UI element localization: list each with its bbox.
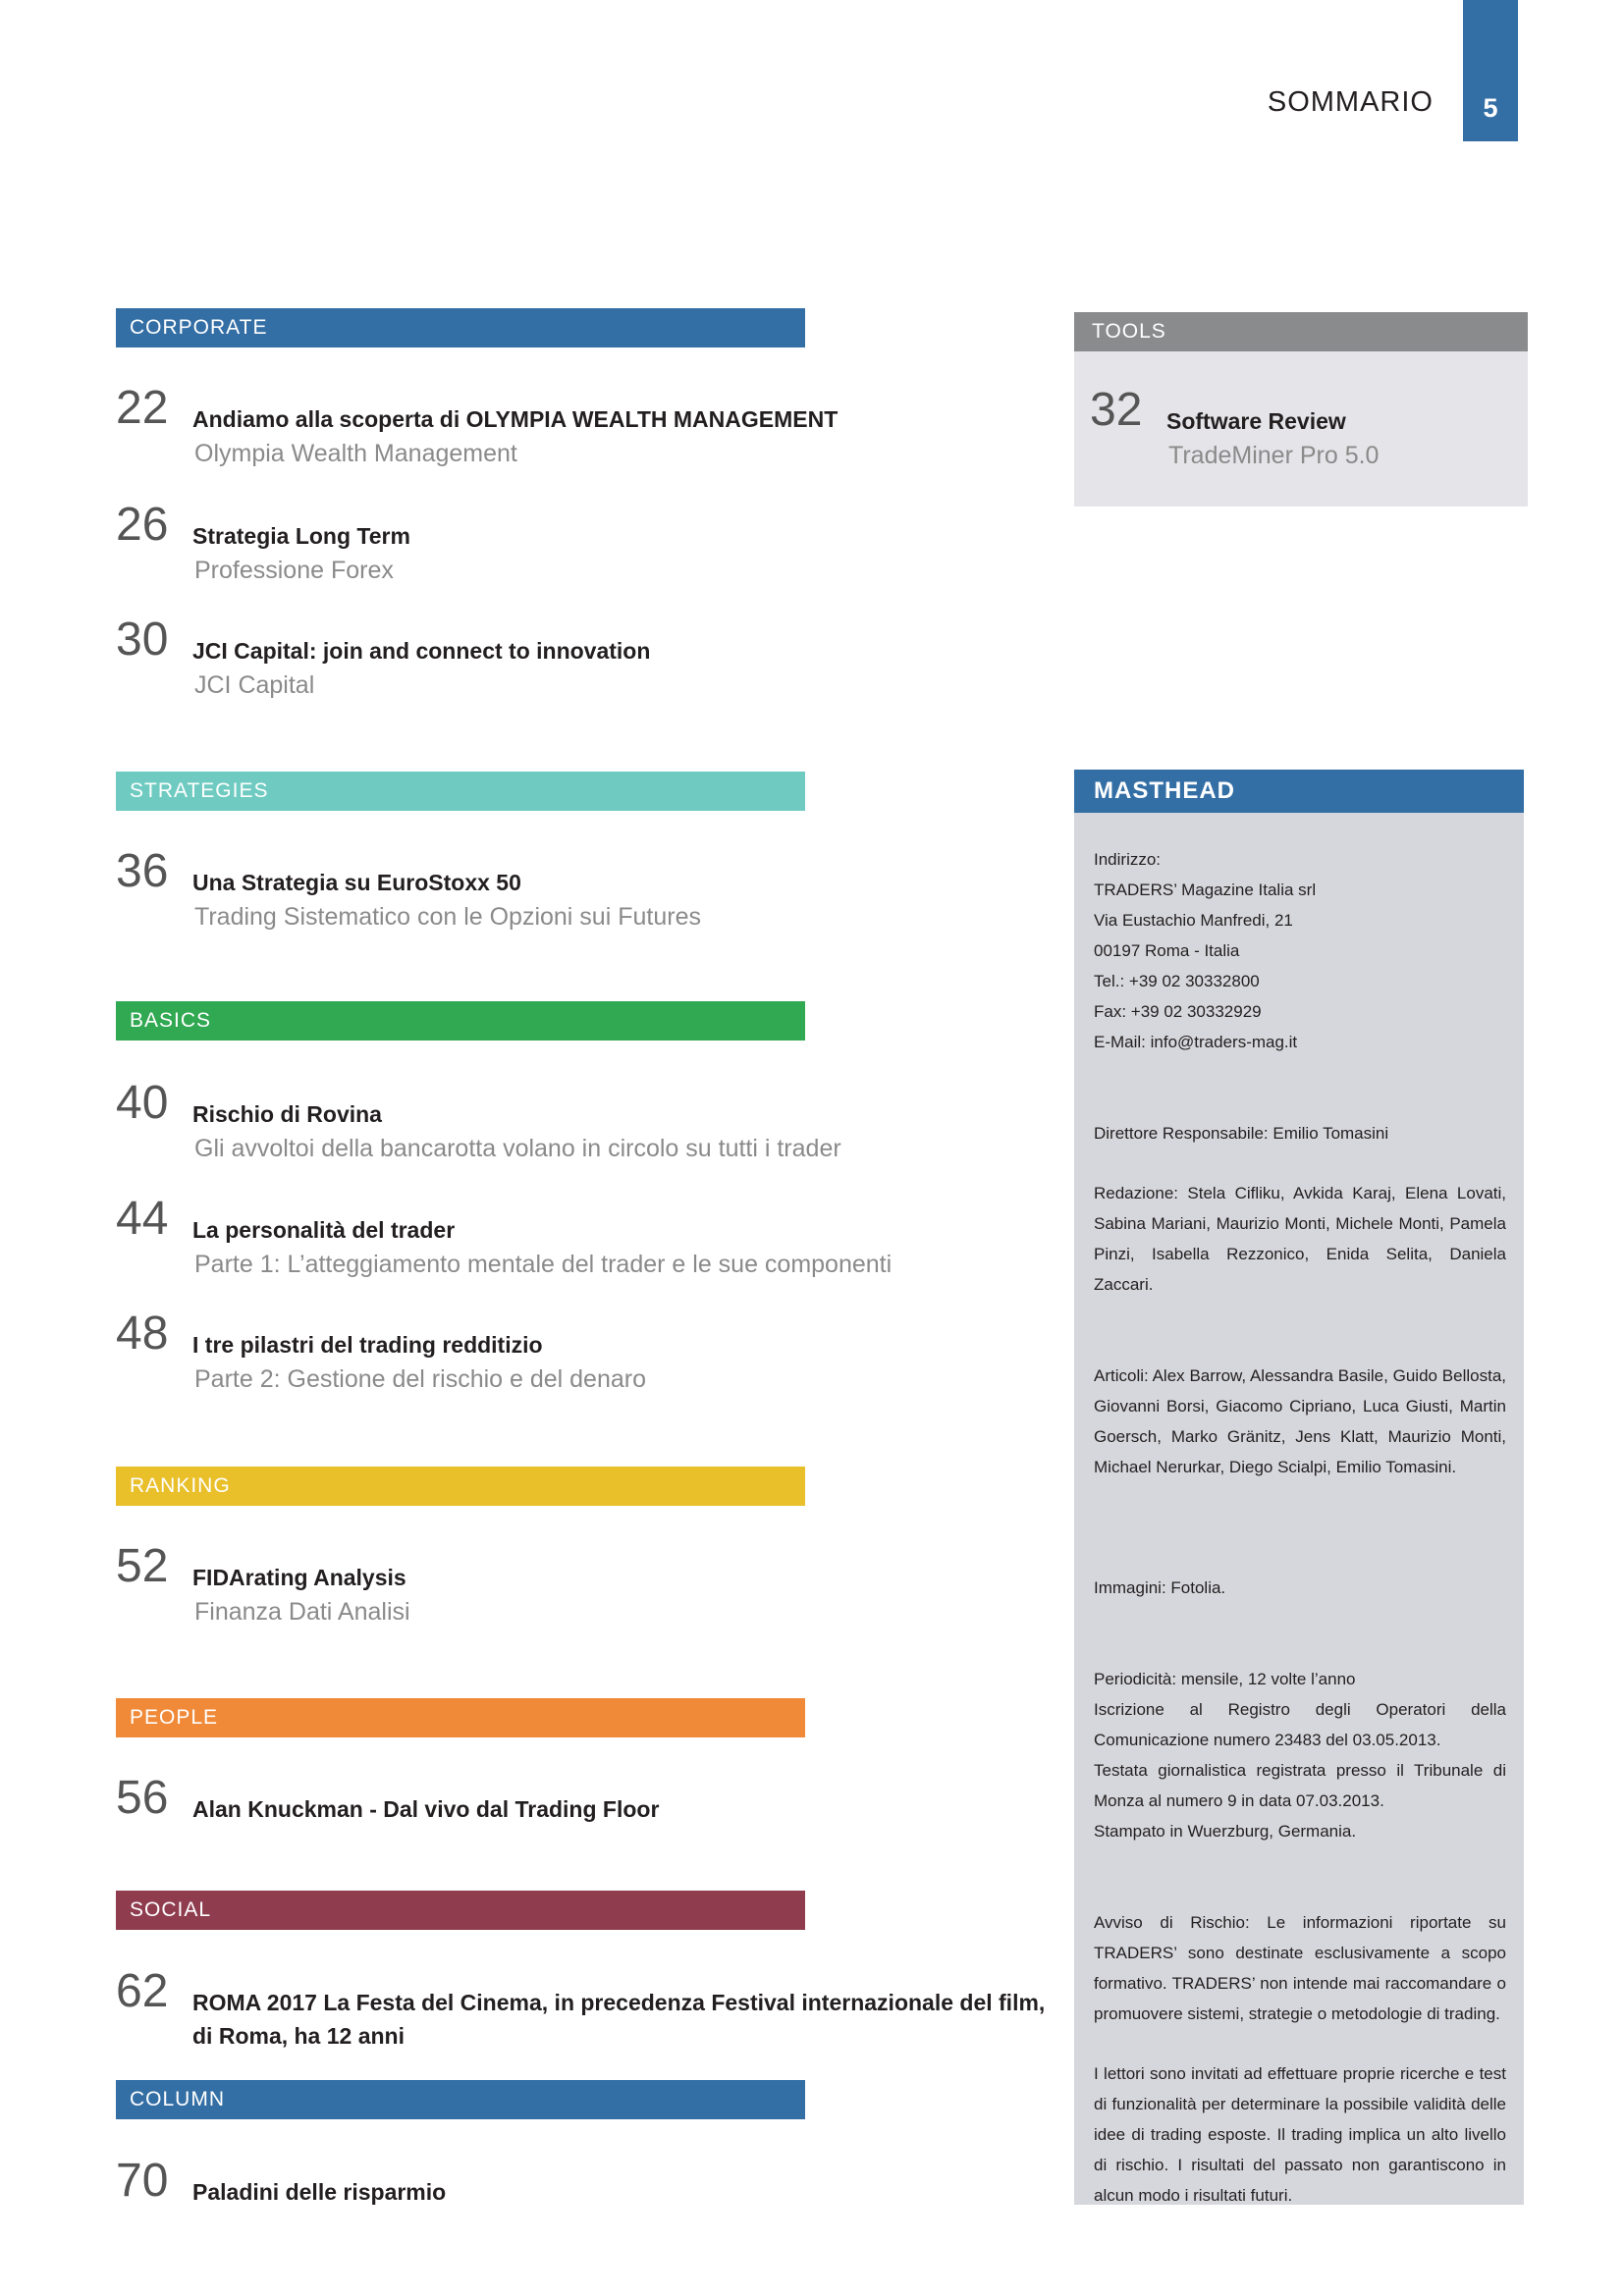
entry-title: Una Strategia su EuroStoxx 50 (192, 870, 521, 895)
entry-title: Rischio di Rovina (192, 1101, 382, 1127)
section-band-people (116, 1698, 805, 1737)
entry-title: FIDArating Analysis (192, 1565, 406, 1590)
entry-page-number: 56 (116, 1772, 169, 1824)
section-band-corporate (116, 308, 805, 347)
masthead-header (1074, 770, 1524, 813)
address-company: TRADERS’ Magazine Italia srl (1094, 881, 1317, 899)
direttore-text: Direttore Responsabile: Emilio Tomasini (1094, 1124, 1389, 1143)
entry-subtitle: Trading Sistematico con le Opzioni sui Futures (194, 903, 701, 931)
section-label: SOCIAL (130, 1898, 212, 1921)
entry-page-number: 26 (116, 499, 169, 551)
page-title: SOMMARIO (1267, 86, 1434, 118)
entry-title: Alan Knuckman - Dal vivo dal Trading Floor (192, 1796, 660, 1822)
redazione-text: Redazione: Stela Cifliku, Avkida Karaj, Elena Lovati, Sabina Mariani, Maurizio Monti, Michele Monti, Pamela Pinzi, Isabella Rezzonico, Enida Selita, Daniela Zaccari. (1094, 1184, 1506, 1294)
iscrizione-text: Iscrizione al Registro degli Operatori della Comunicazione numero 23483 del 03.05.2013. (1094, 1700, 1506, 1749)
entry-subtitle: Parte 2: Gestione del rischio e del denaro (194, 1365, 646, 1393)
entry-page-number: 48 (116, 1308, 169, 1360)
entry-subtitle: TradeMiner Pro 5.0 (1168, 442, 1380, 469)
address-label: Indirizzo: (1094, 850, 1162, 869)
testata-text: Testata giornalistica registrata presso il Tribunale di Monza al numero 9 in data 07.03.2013. (1094, 1761, 1506, 1810)
address-email[interactable]: E-Mail: info@traders-mag.it (1094, 1033, 1298, 1051)
entry-page-number: 40 (116, 1077, 169, 1129)
lettori-text: I lettori sono invitati ad effettuare proprie ricerche e test di funzionalità per determinare la possibile validità delle idee di trading esposte. Il trading implica un alto livello di rischio. I risultati del passato non garantiscono in alcun modo i risultati futuri. (1094, 2064, 1506, 2205)
page-number-tab (1463, 0, 1518, 141)
section-label: PEOPLE (130, 1706, 219, 1729)
entry-subtitle: Parte 1: L’atteggiamento mentale del trader e le sue componenti (194, 1251, 893, 1278)
stampato-text: Stampato in Wuerzburg, Germania. (1094, 1822, 1357, 1841)
entry-title: Andiamo alla scoperta di OLYMPIA WEALTH MANAGEMENT (192, 406, 839, 432)
address-city: 00197 Roma - Italia (1094, 941, 1240, 960)
address-fax: Fax: +39 02 30332929 (1094, 1002, 1262, 1021)
section-label: BASICS (130, 1009, 212, 1032)
section-label: CORPORATE (130, 316, 268, 339)
entry-title: Paladini delle risparmio (192, 2179, 447, 2205)
entry-title: Strategia Long Term (192, 523, 410, 549)
entry-title: Software Review (1166, 408, 1346, 434)
avviso-text: Avviso di Rischio: Le informazioni riportate su TRADERS’ sono destinate esclusivamente a scopo formativo. TRADERS’ non intende mai raccomandare o promuovere sistemi, strategie o metodologie di trading. (1094, 1913, 1506, 2023)
entry-page-number: 36 (116, 845, 169, 897)
masthead-label: MASTHEAD (1094, 777, 1235, 804)
periodicita-text: Periodicità: mensile, 12 volte l’anno (1094, 1670, 1356, 1688)
entry-page-number: 52 (116, 1540, 169, 1592)
address-street: Via Eustachio Manfredi, 21 (1094, 911, 1293, 930)
entry-title: I tre pilastri del trading redditizio (192, 1332, 543, 1358)
section-label: TOOLS (1092, 320, 1166, 343)
section-band-column (116, 2080, 805, 2119)
articoli-text: Articoli: Alex Barrow, Alessandra Basile, Guido Bellosta, Giovanni Borsi, Giacomo Cipriano, Luca Giusti, Martin Goersch, Marko Gränitz, Jens Klatt, Maurizio Monti, Michael Nerurkar, Diego Scialpi, Emilio Tomasini. (1094, 1366, 1506, 1476)
entry-page-number: 62 (116, 1965, 169, 2017)
entry-subtitle: JCI Capital (194, 671, 315, 699)
entry-subtitle: Gli avvoltoi della bancarotta volano in circolo su tutti i trader (194, 1135, 841, 1162)
masthead-panel (1074, 770, 1524, 2205)
page-number: 5 (1483, 93, 1498, 123)
entry-title (192, 1986, 1045, 2053)
entry-subtitle: Olympia Wealth Management (194, 440, 517, 467)
section-label: COLUMN (130, 2088, 226, 2110)
entry-title: JCI Capital: join and connect to innovation (192, 638, 651, 664)
tools-panel (1074, 312, 1528, 507)
address-tel: Tel.: +39 02 30332800 (1094, 972, 1260, 990)
entry-title: La personalità del trader (192, 1217, 456, 1243)
tools-header (1074, 312, 1528, 351)
entry-subtitle: Finanza Dati Analisi (194, 1598, 410, 1626)
section-band-ranking (116, 1467, 805, 1506)
entry-page-number: 32 (1090, 384, 1143, 436)
entry-page-number: 70 (116, 2155, 169, 2207)
entry-page-number: 44 (116, 1193, 169, 1245)
entry-page-number: 30 (116, 614, 169, 666)
section-band-strategies (116, 772, 805, 811)
immagini-text: Immagini: Fotolia. (1094, 1578, 1226, 1597)
section-label: RANKING (130, 1474, 231, 1497)
section-band-social (116, 1891, 805, 1930)
entry-title-line-2: di Roma, ha 12 anni (192, 2023, 405, 2049)
section-band-basics (116, 1001, 805, 1041)
entry-subtitle: Professione Forex (194, 557, 394, 584)
masthead-body (1094, 844, 1506, 2211)
entry-page-number: 22 (116, 382, 169, 434)
entry-title-line-1: ROMA 2017 La Festa del Cinema, in precedenza Festival internazionale del film, (192, 1990, 1046, 2015)
section-label: STRATEGIES (130, 779, 269, 802)
